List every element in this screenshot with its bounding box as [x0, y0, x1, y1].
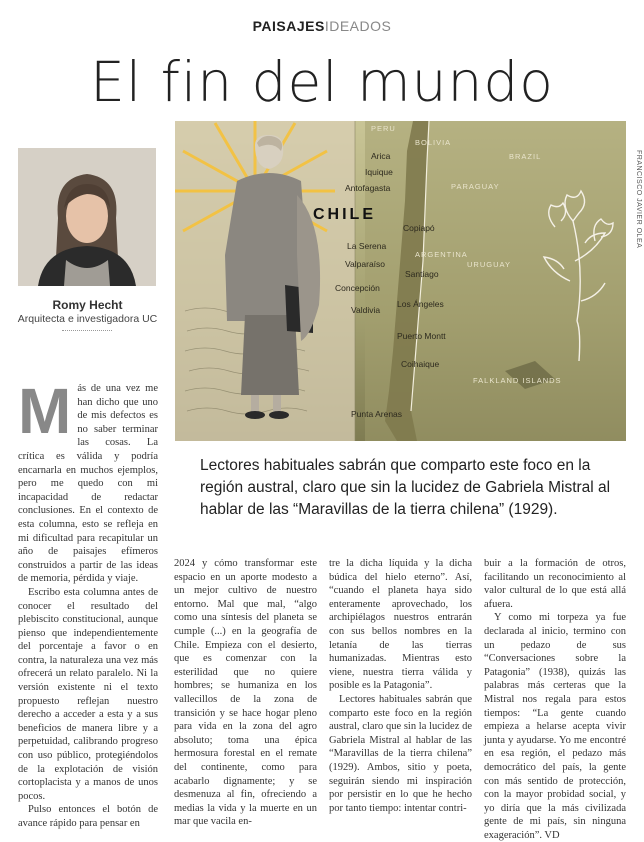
- paragraph: Y como mi torpeza ya fue declarada al inicio, termino con un pedazo de sus “Conversaciones sobre la Patagonia” (1938), quizás las palabras más certeras que la Mistral nos regala para estos tiempos: “La gente cuando empieza a helarse acepta vivir junta y ayudarse. Yo me encontré en esa región, el pedazo más democrático del país, la gente con más sentido de protección, con la mayor probidad social, y yo diría que la más civilizada gente de mi país, sin ninguna exageración”. VD: [484, 612, 626, 841]
- svg-text:Coihaique: Coihaique: [401, 359, 440, 369]
- headline: El fin del mundo: [90, 50, 554, 114]
- svg-text:Los Ángeles: Los Ángeles: [397, 299, 444, 309]
- drop-cap: M: [18, 375, 72, 447]
- svg-text:Valparaíso: Valparaíso: [345, 259, 386, 269]
- section-label-bold: PAISAJES: [252, 18, 325, 34]
- pull-quote: Lectores habituales sabrán que comparto este foco en la región austral, claro que sin la lucidez de Gabriela Mistral al hablar de las “Maravillas de la tierra chilena” (1929).: [200, 457, 611, 518]
- svg-text:Copiapó: Copiapó: [403, 223, 435, 233]
- column-1: [18, 375, 158, 831]
- svg-text:ARGENTINA: ARGENTINA: [415, 250, 468, 259]
- paragraph: Lectores habituales sabrán que comparto este foco en la región austral, claro que sin la lucidez de Gabriela Mistral al hablar de las “Maravillas de la tierra chilena” (1929). Ambos, sitio y poeta, seguirán siendo mi inspiración por persistir en lo que he hecho por tanto tiempo: intentar contri-: [329, 693, 472, 814]
- svg-text:URUGUAY: URUGUAY: [467, 260, 511, 269]
- svg-text:Valdivia: Valdivia: [351, 305, 381, 315]
- svg-text:Santiago: Santiago: [405, 269, 439, 279]
- author-divider: [62, 330, 112, 331]
- svg-text:Iquique: Iquique: [365, 167, 393, 177]
- paragraph: tre la dicha líquida y la dicha búdica del hielo eterno”. Así, “cuando el planeta haya sido enteramente aprovechado, los archipiélagos nuestros entrarán con sus bellos nombres en la letanía de las tierras humanizadas. Mientras esto viene, nuestra tierra válida y posible es la Patagonia”.: [329, 558, 472, 692]
- section-label-light: IDEADOS: [324, 18, 392, 34]
- column-4: [484, 557, 626, 842]
- author-role: Arquitecta e investigadora UC: [17, 313, 158, 325]
- illustration-credit: FRANCISCO JAVIER OLEA: [635, 150, 642, 249]
- svg-text:BRAZIL: BRAZIL: [509, 152, 542, 161]
- svg-text:BOLIVIA: BOLIVIA: [415, 138, 452, 147]
- svg-text:Punta Arenas: Punta Arenas: [351, 409, 403, 419]
- paragraph: Pulso entonces el botón de avance rápido para pensar en: [18, 804, 158, 829]
- svg-text:Antofagasta: Antofagasta: [345, 183, 391, 193]
- paragraph: 2024 y cómo transformar este espacio en un aporte modesto a un mejor cultivo de nuestro entorno. Mal que mal, “algo como una síntesis del planeta se cumple (...) en la geografía de Chile. Empieza con el desierto, que es comenzar con la esterilidad que no quiere hombres; se humaniza en los vallecillos de la zona de transición y se hace hogar pleno para vida en la zona del agro absoluto; toma una épica hermosura forestal en el remate del continente, como para acabarlo dignamente; y se desmenuza al fin, ofreciendo a medias la vida y la muerte en un mar que vacila en-: [174, 558, 317, 828]
- svg-text:FALKLAND ISLANDS: FALKLAND ISLANDS: [473, 376, 562, 385]
- paragraph: buir a la formación de otros, facilitando un reconocimiento al valor cultural de lo que está allá afuera.: [484, 558, 626, 610]
- svg-text:Concepción: Concepción: [335, 283, 380, 293]
- section-label: [0, 18, 644, 34]
- author-portrait: [18, 148, 156, 286]
- collage-illustration: [175, 121, 626, 441]
- svg-text:PERU: PERU: [371, 124, 396, 133]
- svg-text:CHILE: CHILE: [313, 206, 376, 223]
- column-3: [329, 557, 472, 815]
- svg-text:La Serena: La Serena: [347, 241, 387, 251]
- svg-text:Puerto Montt: Puerto Montt: [397, 331, 446, 341]
- column-2: [174, 557, 317, 829]
- svg-text:Arica: Arica: [371, 151, 391, 161]
- paragraph: Más de una vez me han dicho que uno de mis defectos es no saber terminar las cosas. La crítica es válida y podría encarnarla en muchos ejemplos, pero me quedo con mi incapacidad de redactar conclusiones. En el contexto de esta columna, esto se refleja en mi dificultad para recapitular un año de paisajes efímeros construidos a partir de las ideas de memoria, pérdida y viaje.: [18, 375, 158, 585]
- paragraph: Escribo esta columna antes de conocer el resultado del plebiscito constitucional, aunque pienso que independientemente del porcentaje a favor o en contra, la naturaleza una vez más ofrecerá un relato paralelo. Ni la versión existente ni el texto propuesto reflejan nuestro derecho a acceder a esta y a sus beneficios de manera libre y a perpetuidad, calibrando progreso con uso público, protegiéndolos de la explotación de visión cortoplacista y a manos de unos pocos.: [18, 586, 158, 802]
- author-name: Romy Hecht: [52, 298, 123, 312]
- portrait-figure-icon: [18, 148, 156, 286]
- svg-text:PARAGUAY: PARAGUAY: [451, 182, 500, 191]
